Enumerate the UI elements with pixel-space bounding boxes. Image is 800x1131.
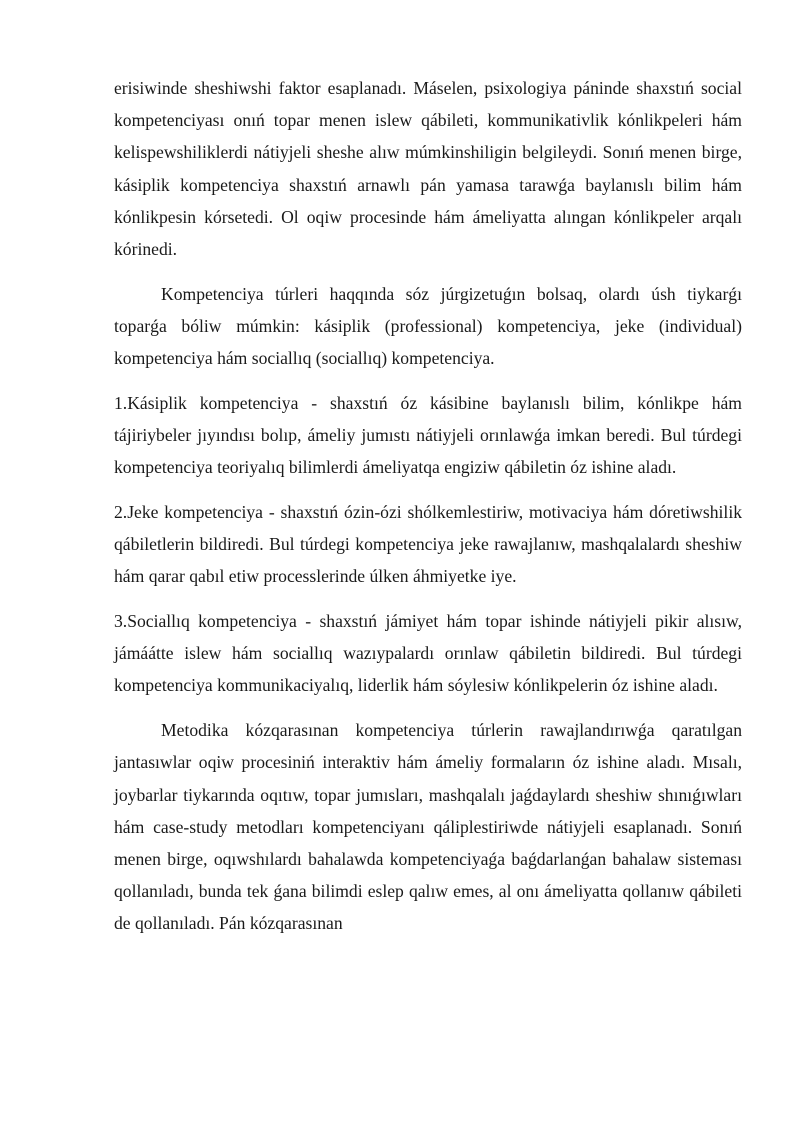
body-text [114, 72, 742, 940]
paragraph-methodology: Metodika kózqarasınan kompetenciya túrlerin rawajlandırıwǵa qaratılgan jantasıwlar oqiw procesiniń interaktiv hám ámeliy formaların óz ishine aladı. Mısalı, joybarlar tiykarında oqıtıw, topar jumısları, mashqalalı jaǵdaylardı sheshiw shınıǵıwları hám case-study metodları kompetenciyanı qáliplestiriwde nátiyjeli esaplanadı. Sonıń menen birge, oqıwshılardı bahalawda kompetenciyaǵa baǵdarlanǵan bahalaw sisteması qollanıladı, bunda tek ǵana bilimdi eslep qalıw emes, al onı ámeliyatta qollanıw qábileti de qollanıladı. Pán kózqarasınan [114, 720, 742, 934]
paragraph-competence-types: Kompetenciya túrleri haqqında sóz júrgizetuǵın bolsaq, olardı úsh tiykarǵı toparǵa bóliw múmkin: kásiplik (professional) kompetenciya, jeke (individual) kompetenciya hám sociallıq (sociallıq) kompetenciya. [114, 283, 742, 369]
paragraph-continuation: erisiwinde sheshiwshi faktor esaplanadı. Máselen, psixologiya páninde shaxstıń social kompetenciyası onıń topar menen islew qábileti, kommunikativlik kónlikpeleri hám kelispewshiliklerdi nátiyjeli sheshe alıw múmkinshiligin belgileydi. Sonıń menen birge, kásiplik kompetenciya shaxstıń arnawlı pán yamasa tarawǵa baylanıslı bilim hám kónlikpesin kórsetedi. Ol oqiw procesinde hám ámeliyatta alıngan kónlikpeler arqalı kórinedi. [114, 78, 742, 260]
paragraph-professional-competence: 1.Kásiplik kompetenciya - shaxstıń óz kásibine baylanıslı bilim, kónlikpe hám tájiriybeler jıyındısı bolıp, ámeliy jumıstı nátiyjeli orınlawǵa imkan beredi. Bul túrdegi kompetenciya teoriyalıq bilimlerdi ámeliyatqa engiziw qábiletin óz ishine aladı. [114, 392, 742, 478]
paragraph-social-competence: 3.Sociallıq kompetenciya - shaxstıń jámiyet hám topar ishinde nátiyjeli pikir alısıw, jámáátte islew hám sociallıq wazıypalardı orınlaw qábiletin bildiredi. Bul túrdegi kompetenciya kommunikaciyalıq, liderlik hám sóylesiw kónlikpelerin óz ishine aladı. [114, 611, 742, 696]
paragraph-individual-competence: 2.Jeke kompetenciya - shaxstıń ózin-ózi shólkemlestiriw, motivaciya hám dóretiwshilik qábiletlerin bildiredi. Bul túrdegi kompetenciya jeke rawajlanıw, mashqalalardı sheshiw hám qarar qabıl etiw processlerinde úlken áhmiyetke iye. [114, 501, 742, 587]
